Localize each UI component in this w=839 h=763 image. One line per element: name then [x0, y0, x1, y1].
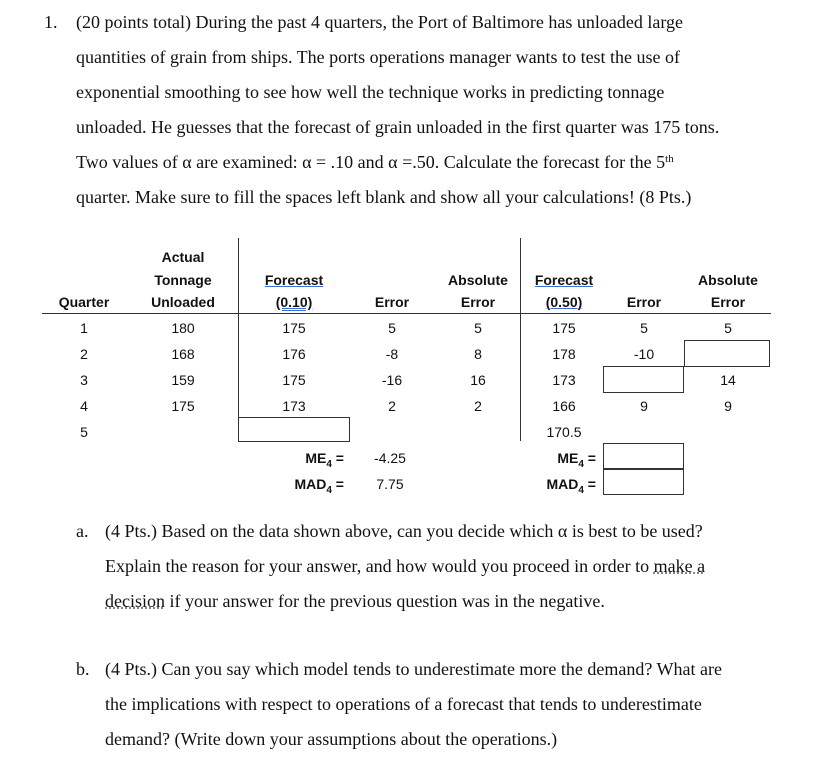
cell-forecast-010: 173 — [282, 398, 306, 414]
part-a-line-3 — [105, 591, 605, 612]
blank-forecast-010-q5[interactable] — [238, 417, 350, 442]
cell-actual: 175 — [171, 398, 195, 414]
cell-forecast-010: 175 — [282, 372, 306, 388]
header-forecast-010-alpha: (0.10) — [275, 294, 313, 310]
header-actual-3: Unloaded — [151, 294, 215, 310]
cell-error-2: -10 — [633, 346, 655, 362]
cell-error-1: 2 — [388, 398, 396, 414]
mad-label-2 — [516, 476, 596, 496]
cell-error-2: 5 — [640, 320, 648, 336]
question-line-5-text: Two values of α are examined: α = .10 and α =.50. Calculate the forecast for the 5 — [76, 152, 666, 172]
part-a-label: a. — [76, 521, 89, 541]
cell-forecast-050: 178 — [552, 346, 576, 362]
part-b-line-3: demand? (Write down your assumptions about the operations.) — [105, 729, 558, 749]
cell-abs-error-1: 8 — [474, 346, 482, 362]
cell-forecast-010: 176 — [282, 346, 306, 362]
mad-label-2-text: MAD — [546, 476, 579, 492]
cell-abs-error-2: 9 — [724, 398, 732, 414]
mad-label-1 — [270, 476, 344, 496]
question-line-2: quantities of grain from ships. The ports operations manager wants to test the use of — [76, 47, 681, 67]
me-label-2 — [530, 450, 596, 470]
question-line-3: exponential smoothing to see how well the technique works in predicting tonnage — [76, 82, 665, 102]
part-b-line-1: (4 Pts.) Can you say which model tends to underestimate more the demand? What are — [105, 659, 723, 679]
header-quarter: Quarter — [58, 294, 110, 310]
header-actual-2: Tonnage — [154, 272, 212, 288]
table-divider-2 — [520, 238, 521, 441]
cell-abs-error-1: 16 — [470, 372, 486, 388]
me-label-1-sub: 4 — [326, 458, 332, 470]
blank-me-050[interactable] — [603, 443, 684, 469]
cell-quarter: 5 — [80, 424, 88, 440]
cell-forecast-050: 173 — [552, 372, 576, 388]
mad-label-1-eq: = — [331, 476, 344, 492]
cell-error-1: 5 — [388, 320, 396, 336]
cell-quarter: 2 — [80, 346, 88, 362]
header-forecast-050-alpha: (0.50) — [545, 294, 583, 310]
blank-error-2-q3[interactable] — [603, 366, 684, 393]
part-a-line-2 — [105, 556, 705, 577]
me-label-1-eq: = — [331, 450, 344, 466]
mad-label-1-text: MAD — [294, 476, 327, 492]
part-a-underlined-1: make a — [653, 556, 706, 576]
cell-abs-error-2: 5 — [724, 320, 732, 336]
question-line-6: quarter. Make sure to fill the spaces left blank and show all your calculations! (8 Pts.) — [76, 187, 692, 207]
cell-error-1: -16 — [381, 372, 403, 388]
part-b-line-2: the implications with respect to operations of a forecast that tends to underestimate — [105, 694, 702, 714]
table-divider-1 — [238, 238, 239, 441]
part-a-line-2-text: Explain the reason for your answer, and how would you proceed in order to — [105, 556, 654, 576]
me-label-1 — [280, 450, 344, 470]
cell-quarter: 4 — [80, 398, 88, 414]
header-abs-error-1a: Absolute — [448, 272, 508, 288]
part-a-line-3-text: if your answer for the previous question was in the negative. — [169, 591, 605, 611]
mad-value-1: 7.75 — [376, 476, 404, 492]
header-rule — [42, 313, 771, 314]
me-label-2-eq: = — [583, 450, 596, 466]
cell-forecast-050: 170.5 — [546, 424, 582, 440]
header-forecast-050: Forecast — [534, 272, 594, 288]
part-b-label: b. — [76, 659, 90, 679]
cell-abs-error-1: 5 — [474, 320, 482, 336]
part-a-line-1: (4 Pts.) Based on the data shown above, can you decide which α is best to be used? — [105, 521, 703, 541]
me-label-2-sub: 4 — [578, 458, 584, 470]
me-label-2-text: ME — [557, 450, 579, 466]
mad-label-2-eq: = — [583, 476, 596, 492]
cell-forecast-050: 175 — [552, 320, 576, 336]
cell-actual: 180 — [171, 320, 195, 336]
question-line-5 — [76, 152, 674, 173]
cell-quarter: 3 — [80, 372, 88, 388]
superscript-th: th — [665, 153, 674, 165]
me-label-1-text: ME — [305, 450, 327, 466]
header-error-2: Error — [626, 294, 662, 310]
me-value-1: -4.25 — [374, 450, 406, 466]
blank-abs-error-2-q2[interactable] — [684, 340, 770, 367]
cell-actual: 159 — [171, 372, 195, 388]
cell-forecast-010: 175 — [282, 320, 306, 336]
cell-error-1: -8 — [385, 346, 399, 362]
cell-quarter: 1 — [80, 320, 88, 336]
question-line-4: unloaded. He guesses that the forecast of grain unloaded in the first quarter was 175 tons. — [76, 117, 720, 137]
cell-forecast-050: 166 — [552, 398, 576, 414]
header-abs-error-2a: Absolute — [698, 272, 758, 288]
header-actual-1: Actual — [161, 249, 205, 265]
mad-label-1-sub: 4 — [326, 484, 332, 496]
mad-label-2-sub: 4 — [578, 484, 584, 496]
cell-actual: 168 — [171, 346, 195, 362]
question-line-1: (20 points total) During the past 4 quarters, the Port of Baltimore has unloaded large — [76, 12, 684, 32]
cell-error-2: 9 — [640, 398, 648, 414]
header-error-1: Error — [374, 294, 410, 310]
part-a-underlined-2: decision — [105, 591, 165, 611]
question-number: 1. — [44, 12, 58, 32]
header-forecast-010: Forecast — [264, 272, 324, 288]
header-abs-error-1b: Error — [460, 294, 496, 310]
cell-abs-error-2: 14 — [720, 372, 736, 388]
blank-mad-050[interactable] — [603, 469, 684, 495]
header-abs-error-2b: Error — [710, 294, 746, 310]
cell-abs-error-1: 2 — [474, 398, 482, 414]
